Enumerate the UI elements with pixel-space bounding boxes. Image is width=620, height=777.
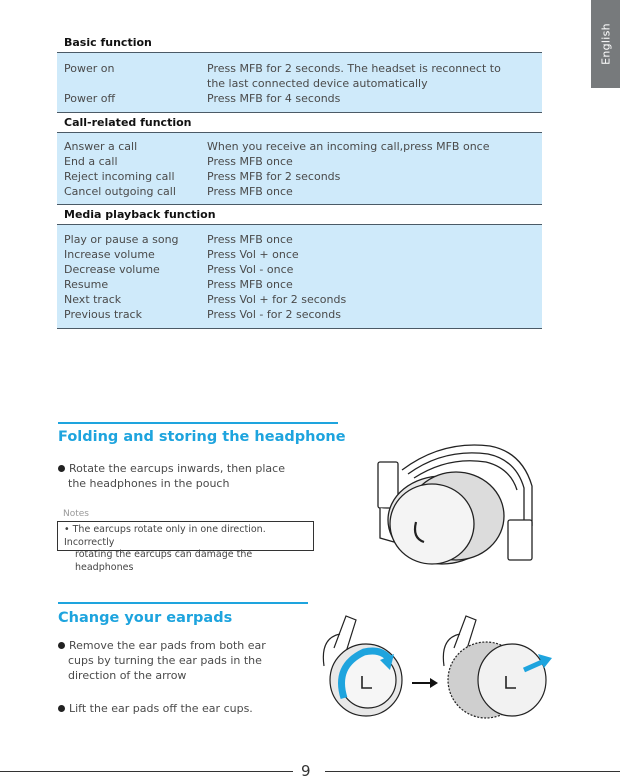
table-section-title: Media playback function (57, 205, 542, 225)
description-line: Press MFB for 2 seconds. The headset is reconnect to (207, 62, 501, 75)
notes-label: Notes (63, 509, 89, 519)
earpads-bullet-2: Lift the ear pads off the ear cups. (58, 701, 253, 716)
description-line: Press MFB once (207, 278, 293, 291)
table-cell-action: Cancel outgoing call (64, 185, 176, 198)
table-cell-description (207, 307, 542, 322)
table-row (57, 262, 542, 277)
description-line: Press MFB for 2 seconds (207, 170, 341, 183)
note-box: • The earcups rotate only in one direction. Incorrectly rotating the earcups can damage the headphones (57, 521, 314, 551)
page-number: 9 (301, 762, 311, 777)
language-tab (591, 0, 620, 88)
arrow-right-icon (430, 678, 438, 688)
table-section-body (57, 225, 542, 329)
table-cell-action: Previous track (64, 308, 142, 321)
footer-rule-right (325, 771, 620, 772)
table-cell-action: Answer a call (64, 140, 138, 153)
table-row (57, 277, 542, 292)
description-line: Press MFB for 4 seconds (207, 92, 341, 105)
table-cell-action: Play or pause a song (64, 233, 179, 246)
table-cell-description (207, 292, 542, 307)
table-row (57, 139, 542, 154)
table-row (57, 61, 542, 91)
table-cell-action: Reject incoming call (64, 170, 175, 183)
bullet-dot (58, 642, 65, 649)
table-cell-description (207, 91, 542, 106)
table-cell-action: Resume (64, 278, 109, 291)
table-cell-description (207, 277, 542, 292)
folding-heading-rule (58, 422, 338, 424)
table-cell-action: End a call (64, 155, 118, 168)
description-line: Press Vol - once (207, 263, 294, 276)
earpad-removal-illustration (316, 608, 566, 723)
table-row (57, 307, 542, 322)
earpads-bullet-1: Remove the ear pads from both ear cups by turning the ear pads in the direction of the arrow (58, 638, 266, 683)
description-line: Press Vol - for 2 seconds (207, 308, 341, 321)
table-cell-description (207, 169, 542, 184)
table-cell-description (207, 139, 542, 154)
table-cell-description (207, 184, 542, 199)
bullet-dot (58, 705, 65, 712)
table-cell-action: Power on (64, 62, 115, 75)
table-row (57, 292, 542, 307)
folded-headphone-illustration (372, 438, 542, 568)
table-section-title: Call-related function (57, 113, 542, 133)
table-cell-description (207, 232, 542, 247)
table-section-body (57, 133, 542, 205)
folding-heading: Folding and storing the headphone (58, 429, 346, 445)
footer-rule-left (0, 771, 293, 772)
description-line: the last connected device automatically (207, 77, 428, 90)
table-row (57, 232, 542, 247)
bullet-dot (58, 465, 65, 472)
description-line: Press Vol + once (207, 248, 299, 261)
folding-bullet: Rotate the earcups inwards, then place the headphones in the pouch (58, 461, 285, 491)
table-section-body (57, 53, 542, 113)
table-row (57, 169, 542, 184)
table-row (57, 184, 542, 199)
description-line: Press MFB once (207, 185, 293, 198)
earpads-heading-rule (58, 602, 308, 604)
table-cell-description (207, 61, 542, 91)
table-row (57, 91, 542, 106)
table-cell-description (207, 154, 542, 169)
table-cell-action: Increase volume (64, 248, 155, 261)
description-line: Press MFB once (207, 155, 293, 168)
table-cell-action: Power off (64, 92, 116, 105)
description-line: When you receive an incoming call,press MFB once (207, 140, 490, 153)
table-section-title: Basic function (57, 33, 542, 53)
earpads-heading: Change your earpads (58, 610, 233, 626)
language-tab-label: English (599, 23, 612, 65)
table-row (57, 247, 542, 262)
table-cell-action: Next track (64, 293, 122, 306)
table-row (57, 154, 542, 169)
table-cell-action: Decrease volume (64, 263, 160, 276)
function-table (57, 33, 542, 329)
table-cell-description (207, 262, 542, 277)
description-line: Press MFB once (207, 233, 293, 246)
table-cell-description (207, 247, 542, 262)
description-line: Press Vol + for 2 seconds (207, 293, 347, 306)
